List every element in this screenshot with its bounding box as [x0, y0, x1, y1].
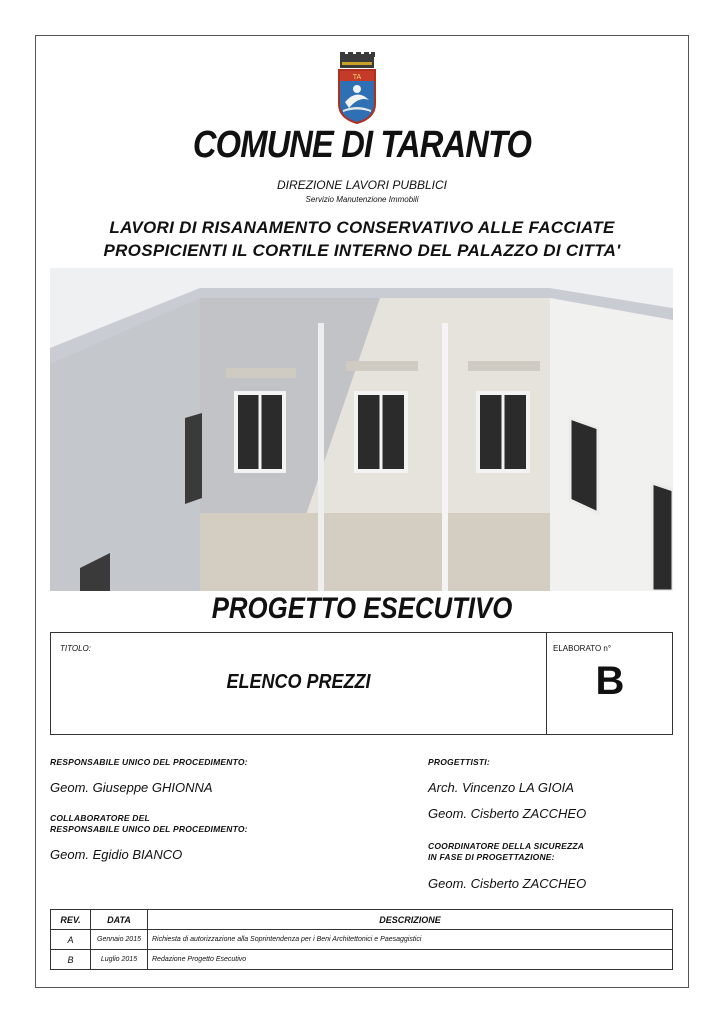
works-line-2: PROSPICIENTI IL CORTILE INTERNO DEL PALAZZO DI CITTA' — [103, 241, 621, 260]
safety-coordinator-label — [428, 841, 584, 863]
titolo-label: TITOLO: — [60, 644, 91, 653]
revision-date: Luglio 2015 — [91, 950, 148, 970]
table-row — [51, 950, 673, 970]
revision-code: A — [51, 930, 91, 950]
revision-description: Richiesta di autorizzazione alla Soprintendenza per i Beni Architettonici e Paesaggistici — [148, 930, 673, 950]
collaborator-label — [50, 813, 248, 835]
designers-label: PROGETTISTI: — [428, 757, 490, 767]
collaborator-label-line-1: COLLABORATORE DEL — [50, 813, 150, 823]
collaborator-label-line-2: RESPONSABILE UNICO DEL PROCEDIMENTO: — [50, 824, 248, 834]
rup-name: Geom. Giuseppe GHIONNA — [50, 780, 213, 795]
revision-code: B — [51, 950, 91, 970]
designer-name-2: Geom. Cisberto ZACCHEO — [428, 806, 587, 821]
revision-header-row — [51, 910, 673, 930]
subdepartment-name: Servizio Manutenzione Immobili — [305, 195, 419, 204]
title-block — [50, 632, 673, 735]
elaborato-code: B — [595, 659, 625, 703]
svg-text:TA: TA — [352, 74, 362, 81]
works-line-1: LAVORI DI RISANAMENTO CONSERVATIVO ALLE FACCIATE — [109, 218, 615, 237]
designer-name-1: Arch. Vincenzo LA GIOIA — [428, 780, 574, 795]
elaborato-label: ELABORATO n° — [553, 644, 612, 653]
description-header: DESCRIZIONE — [148, 910, 673, 930]
safety-coordinator-label-line-2: IN FASE DI PROGETTAZIONE: — [428, 852, 555, 862]
revision-table — [50, 909, 673, 970]
date-header: DATA — [91, 910, 148, 930]
municipality-title: COMUNE DI TARANTO — [192, 124, 532, 166]
table-row — [51, 930, 673, 950]
collaborator-name: Geom. Egidio BIANCO — [50, 847, 183, 862]
works-description — [40, 216, 684, 262]
city-crest-icon — [337, 52, 377, 124]
rev-header: REV. — [51, 910, 91, 930]
revision-description: Redazione Progetto Esecutivo — [148, 950, 673, 970]
rup-label: RESPONSABILE UNICO DEL PROCEDIMENTO: — [50, 757, 248, 767]
safety-coordinator-label-line-1: COORDINATORE DELLA SICUREZZA — [428, 841, 585, 851]
safety-coordinator-name: Geom. Cisberto ZACCHEO — [428, 876, 587, 891]
document-title: ELENCO PREZZI — [226, 671, 371, 693]
courtyard-photo — [50, 268, 673, 591]
department-name: DIREZIONE LAVORI PUBBLICI — [276, 178, 448, 192]
revision-date: Gennaio 2015 — [91, 930, 148, 950]
project-phase-title: PROGETTO ESECUTIVO — [211, 592, 513, 625]
